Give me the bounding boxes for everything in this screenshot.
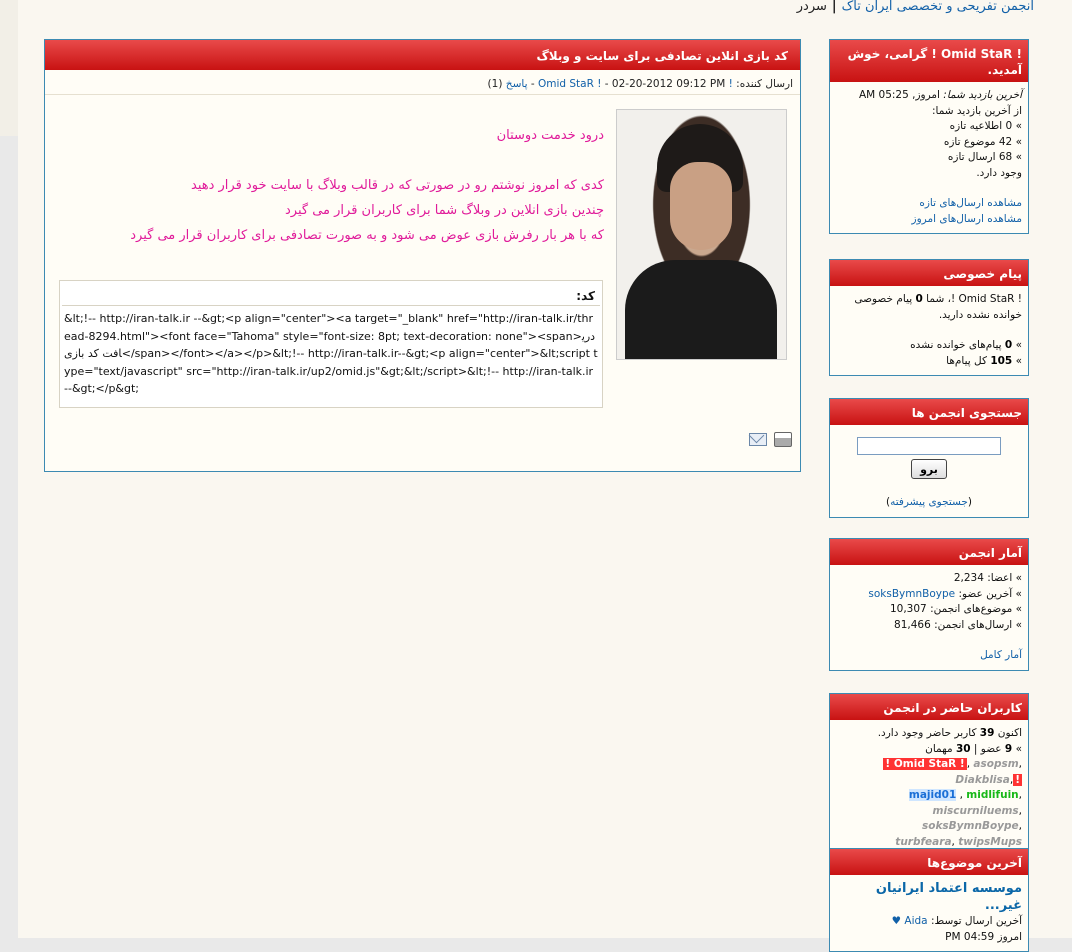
advanced-search-link[interactable]: جستجوی پیشرفته xyxy=(890,496,968,508)
online-user[interactable]: soksBymnBoype xyxy=(921,820,1019,832)
thread-title: کد بازی انلاین تصادفی برای سایت و وبلاگ xyxy=(45,40,800,70)
message-line: چندین بازی انلاین در وبلاگ شما برای کاربران قرار می گیرد xyxy=(285,203,604,218)
pm-greeting-name: ! Omid StaR ! xyxy=(950,293,1022,305)
advanced-search: (جستجوی پیشرفته) xyxy=(885,496,973,508)
latest-threads-box xyxy=(829,848,1029,952)
pm-greeting-tail: پیام خصوصی خوانده نشده دارید. xyxy=(854,293,1022,321)
latest-thread-link[interactable]: موسسه اعتماد ایرانیان غیر... xyxy=(875,881,1022,913)
new-posts: » 68 ارسال تازه xyxy=(947,151,1022,163)
spacer xyxy=(836,323,1022,338)
view-today-posts-link[interactable]: مشاهده ارسال‌های امروز xyxy=(911,212,1022,225)
stats-members: » اعضا: 2,234 xyxy=(953,572,1022,584)
spacer xyxy=(836,181,1022,196)
latest-last-post xyxy=(836,914,1022,930)
online-box xyxy=(829,693,1029,857)
online-now xyxy=(836,726,1022,742)
reply-link[interactable]: پاسخ xyxy=(505,78,528,90)
code-block xyxy=(59,280,603,408)
online-user[interactable]: ! Omid StaR ! xyxy=(885,758,965,770)
search-box xyxy=(829,398,1029,518)
last-visit xyxy=(836,88,1022,104)
post-meta xyxy=(45,70,800,95)
latest-last-post-label: آخرین ارسال توسط: xyxy=(930,915,1022,927)
code-content[interactable]: &lt;!-- http://iran-talk.ir --&gt;<p align="center"><a target="_blank" href="http://iran-talk.ir/thread-8294.html"><font face="Tahoma" style="font-size: 8pt; text-decoration: none"><span>دریافت کد بازی</span></font></a></p>&lt;!-- http://iran-talk.ir--&gt;<p align="center">&lt;script type="text/javascript" src="http://iran-talk.ir/up2/omid.js"&gt;&lt;/script>&lt;!-- http://iran-talk.ir --&gt;</p&gt; xyxy=(64,312,598,395)
message-line: درود خدمت دوستان xyxy=(496,128,604,143)
latest-last-post-user[interactable]: Aida ♥ xyxy=(891,915,928,927)
pm-total-line: » 105 کل پیام‌ها xyxy=(946,354,1022,367)
online-now-prefix: اکنون xyxy=(997,727,1022,739)
pm-total-label: کل پیام‌ها xyxy=(946,354,987,367)
online-now-count: 39 xyxy=(979,727,995,739)
online-breakdown: » 9 عضو | 30 مهمان xyxy=(925,742,1022,755)
online-user-list: ! Omid StaR ! , asopsm, Diakblisa, ! majid01 , midlifuin, miscurniluems, soksBymnBoype, turbfeara, twipsMups xyxy=(885,758,1022,848)
breadcrumb xyxy=(797,0,1034,16)
post-message xyxy=(64,123,604,248)
online-user[interactable]: turbfeara xyxy=(895,835,952,848)
pm-title: پیام خصوصی xyxy=(830,260,1028,286)
stats-newest-label: » آخرین عضو: xyxy=(958,587,1022,600)
pm-greeting xyxy=(836,292,1022,323)
search-title: جستجوی انجمن ها xyxy=(830,399,1028,425)
online-user[interactable]: majid01 xyxy=(908,789,957,801)
welcome-title: ! Omid StaR ! گرامی، خوش آمدید. xyxy=(830,40,1028,82)
last-visit-value: امروز, 05:25 AM xyxy=(858,89,940,101)
message-line: کدی که امروز نوشتم رو در صورتی که در قالب وبلاگ با سایت خود قرار دهید xyxy=(191,178,604,193)
online-user[interactable]: Diakblisa xyxy=(955,773,1010,786)
email-icon[interactable] xyxy=(749,433,767,446)
online-title: کاربران حاضر در انجمن xyxy=(830,694,1028,720)
new-threads: » 42 موضوع تازه xyxy=(943,135,1022,148)
code-label: کد: xyxy=(62,281,600,306)
online-guests-count: 30 xyxy=(955,742,971,755)
thread-post xyxy=(44,39,801,472)
stats-newest xyxy=(836,587,1022,603)
post-photo xyxy=(616,109,787,360)
view-new-posts-link[interactable]: مشاهده ارسال‌های تازه xyxy=(919,197,1022,209)
online-user[interactable]: twipsMups xyxy=(958,835,1022,848)
pm-unread-count: 0 xyxy=(1004,339,1013,351)
newest-member-link[interactable]: soksBymnBoype xyxy=(868,587,956,600)
full-stats-link[interactable]: آمار کامل xyxy=(980,649,1022,661)
photo-face xyxy=(670,162,732,250)
online-members-label: عضو | xyxy=(973,742,1002,755)
online-user[interactable]: asopsm xyxy=(973,758,1019,770)
message-line xyxy=(64,148,604,173)
pm-unread-zero: 0 xyxy=(915,293,923,305)
online-guests-label: مهمان xyxy=(925,742,953,755)
left-gutter xyxy=(0,0,18,136)
since-label: از آخرین بازدید شما: xyxy=(931,104,1022,117)
online-members-count: 9 xyxy=(1004,742,1013,755)
welcome-box xyxy=(829,39,1029,234)
pm-unread-line: » 0 پیام‌های خوانده نشده xyxy=(910,339,1022,351)
print-icon[interactable] xyxy=(774,432,792,447)
post-author-link[interactable]: ! Omid StaR ! xyxy=(537,78,733,90)
last-visit-label: آخرین بازدید شما: xyxy=(943,89,1022,101)
pm-total-count: 105 xyxy=(990,354,1013,367)
photo-shirt xyxy=(625,260,777,360)
pm-unread-label: پیام‌های خوانده نشده xyxy=(910,339,1002,351)
online-user[interactable]: ! xyxy=(1015,773,1020,786)
breadcrumb-separator: | xyxy=(831,0,837,14)
post-actions xyxy=(749,432,792,447)
post-meta-prefix: ارسال کننده: xyxy=(736,78,793,90)
latest-title: آخرین موضوع‌ها xyxy=(830,849,1028,875)
breadcrumb-current: سردر xyxy=(796,0,827,14)
pm-box xyxy=(829,259,1029,376)
new-announcements: » 0 اطلاعیه تازه xyxy=(949,120,1022,132)
spacer xyxy=(836,633,1022,648)
reply-count: (1) xyxy=(487,78,503,90)
stats-threads: » موضوع‌های انجمن: 10,307 xyxy=(889,603,1022,615)
online-user[interactable]: midlifuin xyxy=(966,789,1019,801)
latest-time: امروز 04:59 PM xyxy=(945,930,1022,943)
pm-greeting-text: ، شما xyxy=(926,293,951,305)
stats-box xyxy=(829,538,1029,671)
stats-posts: » ارسال‌های انجمن: 81,466 xyxy=(894,618,1022,631)
message-line: که با هر بار رفرش بازی عوض می شود و به صورت تصادفی برای کاربران قرار می گیرد xyxy=(130,228,604,243)
exists-text: وجود دارد. xyxy=(976,166,1022,179)
spacer xyxy=(836,479,1022,495)
post-body xyxy=(45,95,800,455)
breadcrumb-forum-link[interactable]: انجمن تفریحی و تخصصی ایران تاک xyxy=(841,0,1034,14)
stats-title: آمار انجمن xyxy=(830,539,1028,565)
search-input[interactable] xyxy=(857,437,1001,455)
post-date: - 02-20-2012 09:12 PM - xyxy=(527,78,726,90)
online-now-suffix: کاربر حاضر وجود دارد. xyxy=(877,727,977,739)
online-user[interactable]: miscurniluems xyxy=(932,804,1019,817)
search-button[interactable]: برو xyxy=(911,459,947,479)
